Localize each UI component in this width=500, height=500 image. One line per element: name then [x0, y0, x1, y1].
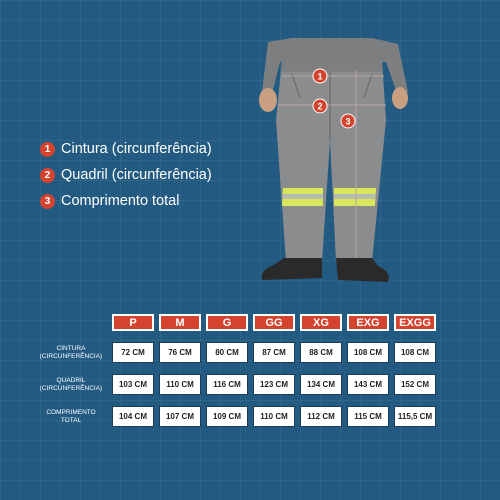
measurement-cell: 87 CM [253, 342, 295, 363]
measurement-cell: 115 CM [347, 406, 389, 427]
legend-item-waist [40, 136, 212, 162]
size-header: EXG [347, 314, 389, 331]
table-row [35, 342, 436, 363]
pants-waistband [281, 60, 383, 72]
row-label: CINTURA (CIRCUNFERÊNCIA) [39, 345, 103, 360]
measurement-cell: 152 CM [394, 374, 436, 395]
size-header: M [159, 314, 201, 331]
right-hand [392, 87, 408, 109]
right-boot [336, 258, 389, 282]
measurement-cell: 108 CM [347, 342, 389, 363]
reflective-stripe-left-band [282, 194, 323, 199]
size-header: XG [300, 314, 342, 331]
marker-3 [341, 114, 355, 128]
measurement-cell: 104 CM [112, 406, 154, 427]
measurement-cell: 109 CM [206, 406, 248, 427]
size-header: GG [253, 314, 295, 331]
marker-1 [313, 69, 327, 83]
size-header: EXGG [394, 314, 436, 331]
legend-label: Quadril (circunferência) [61, 167, 212, 183]
measurement-cell: 103 CM [112, 374, 154, 395]
legend-item-hip [40, 162, 212, 188]
measurement-cell: 115,5 CM [394, 406, 436, 427]
svg-text:1: 1 [317, 71, 323, 82]
reflective-stripe-right-band [334, 194, 376, 199]
number-badge-icon: 3 [40, 194, 55, 209]
left-hand [259, 88, 277, 112]
measurement-legend [40, 136, 212, 214]
pants [276, 60, 386, 262]
number-badge-icon: 1 [40, 142, 55, 157]
measurement-cell: 123 CM [253, 374, 295, 395]
size-table [30, 311, 441, 430]
svg-text:2: 2 [317, 101, 323, 112]
measurement-cell: 116 CM [206, 374, 248, 395]
left-boot [262, 258, 322, 280]
size-header: P [112, 314, 154, 331]
legend-label: Cintura (circunferência) [61, 141, 212, 157]
measurement-cell: 107 CM [159, 406, 201, 427]
measurement-cell: 72 CM [112, 342, 154, 363]
corner-cell [35, 314, 107, 331]
measurement-cell: 110 CM [159, 374, 201, 395]
measurement-cell: 112 CM [300, 406, 342, 427]
measurement-cell: 80 CM [206, 342, 248, 363]
measurement-cell: 143 CM [347, 374, 389, 395]
measurement-cell: 88 CM [300, 342, 342, 363]
legend-label: Comprimento total [61, 193, 180, 209]
measurement-cell: 110 CM [253, 406, 295, 427]
measurement-cell: 134 CM [300, 374, 342, 395]
row-label: COMPRIMENTO TOTAL [46, 409, 96, 424]
table-row [35, 406, 436, 427]
row-label: QUADRIL (CIRCUNFERÊNCIA) [39, 377, 103, 392]
number-badge-icon: 2 [40, 168, 55, 183]
marker-2 [313, 99, 327, 113]
svg-text:3: 3 [345, 116, 351, 127]
size-header-row [35, 314, 436, 331]
measurement-cell: 76 CM [159, 342, 201, 363]
size-header: G [206, 314, 248, 331]
legend-item-length [40, 188, 212, 214]
measurement-cell: 108 CM [394, 342, 436, 363]
table-row [35, 374, 436, 395]
